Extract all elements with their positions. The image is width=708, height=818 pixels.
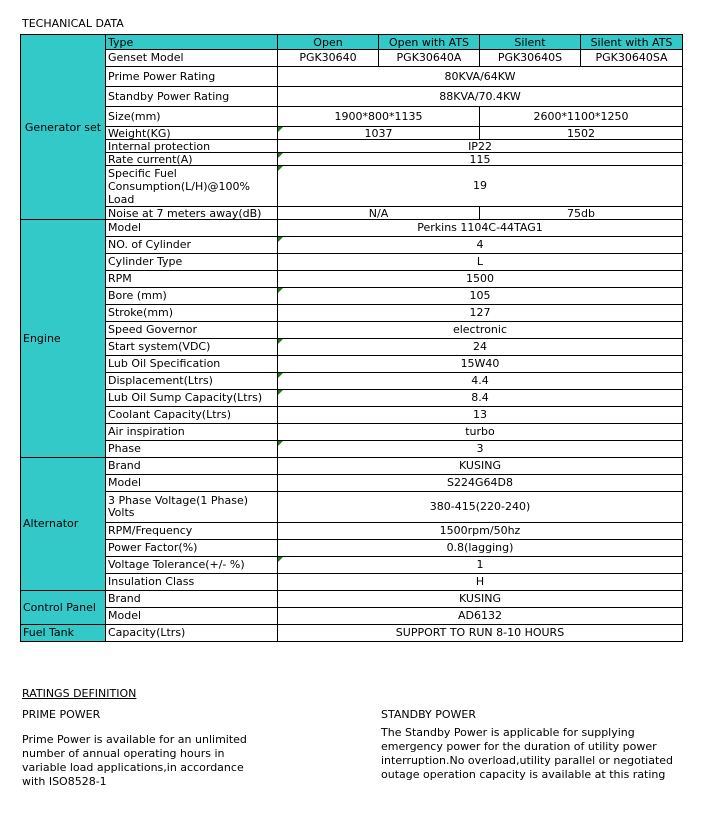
table-row	[21, 574, 683, 591]
table-row	[21, 608, 683, 625]
table-row	[21, 322, 683, 339]
row-label: 3 Phase Voltage(1 Phase) Volts	[106, 492, 278, 523]
table-row	[21, 67, 683, 87]
technical-data-table-lower	[20, 219, 683, 642]
table-row	[21, 127, 683, 140]
row-label: Internal protection	[106, 140, 278, 153]
row-label: Power Factor(%)	[106, 540, 278, 557]
cell-value: 88KVA/70.4KW	[278, 87, 683, 107]
cell-value: KUSING	[278, 591, 683, 608]
cell-value: AD6132	[278, 608, 683, 625]
cell-value: 80KVA/64KW	[278, 67, 683, 87]
table-row	[21, 166, 683, 207]
cell-value: 15W40	[278, 356, 683, 373]
table-row	[21, 557, 683, 574]
row-label: Coolant Capacity(Ltrs)	[106, 407, 278, 424]
cell-value: 105	[278, 288, 683, 305]
cell-value: 3	[278, 441, 683, 458]
cell-value: 1037	[278, 127, 480, 140]
row-label: RPM/Frequency	[106, 523, 278, 540]
section-generator-set: Generator set	[21, 35, 106, 220]
cell-value: 0.8(lagging)	[278, 540, 683, 557]
row-label: Phase	[106, 441, 278, 458]
row-label: RPM	[106, 271, 278, 288]
cell-value: 380-415(220-240)	[278, 492, 683, 523]
header-silent: Silent	[480, 35, 581, 50]
row-label: Start system(VDC)	[106, 339, 278, 356]
table-row	[21, 207, 683, 220]
table-row	[21, 220, 683, 237]
row-label: Prime Power Rating	[106, 67, 278, 87]
header-open-ats: Open with ATS	[379, 35, 480, 50]
cell-value: 2600*1100*1250	[480, 107, 683, 127]
cell-value: 1500	[278, 271, 683, 288]
cell-value: PGK30640SA	[581, 50, 683, 67]
cell-value: turbo	[278, 424, 683, 441]
technical-data-table	[20, 34, 683, 220]
cell-value: Perkins 1104C-44TAG1	[278, 220, 683, 237]
cell-value: 75db	[480, 207, 683, 220]
row-label: Lub Oil Sump Capacity(Ltrs)	[106, 390, 278, 407]
table-row	[21, 523, 683, 540]
cell-value: S224G64D8	[278, 475, 683, 492]
table-row	[21, 424, 683, 441]
header-type-label: Type	[106, 35, 278, 50]
row-label: Model	[106, 475, 278, 492]
cell-value: 1500rpm/50hz	[278, 523, 683, 540]
table-row	[21, 591, 683, 608]
row-label: Lub Oil Specification	[106, 356, 278, 373]
table-row	[21, 254, 683, 271]
table-row	[21, 339, 683, 356]
cell-value: L	[278, 254, 683, 271]
row-label: Specific Fuel Consumption(L/H)@100% Load	[106, 166, 278, 207]
row-label: Bore (mm)	[106, 288, 278, 305]
row-label: Standby Power Rating	[106, 87, 278, 107]
cell-value: PGK30640A	[379, 50, 480, 67]
cell-value: SUPPORT TO RUN 8-10 HOURS	[278, 625, 683, 642]
table-row	[21, 50, 683, 67]
cell-value: H	[278, 574, 683, 591]
cell-value: 24	[278, 339, 683, 356]
cell-value: 19	[278, 166, 683, 207]
standby-power-text: The Standby Power is applicable for supplying emergency power for the duration of utility power interruption.No overload,utility parallel or negotiated outage operation capacity is available at this rating	[381, 726, 674, 781]
table-row	[21, 407, 683, 424]
cell-value: 8.4	[278, 390, 683, 407]
row-label: Genset Model	[106, 50, 278, 67]
row-label: Insulation Class	[106, 574, 278, 591]
row-label: Rate current(A)	[106, 153, 278, 166]
cell-value: IP22	[278, 140, 683, 153]
table-row	[21, 441, 683, 458]
table-row	[21, 492, 683, 523]
table-row	[21, 540, 683, 557]
table-row	[21, 271, 683, 288]
row-label: Brand	[106, 591, 278, 608]
row-label: Model	[106, 220, 278, 237]
row-label: Speed Governor	[106, 322, 278, 339]
table-row	[21, 237, 683, 254]
table-row	[21, 625, 683, 642]
table-row	[21, 390, 683, 407]
standby-power-title: STANDBY POWER	[381, 708, 476, 721]
cell-value: 115	[278, 153, 683, 166]
table-row	[21, 107, 683, 127]
row-label: Cylinder Type	[106, 254, 278, 271]
table-row	[21, 87, 683, 107]
section-engine: Engine	[21, 220, 106, 458]
row-label: Brand	[106, 458, 278, 475]
cell-value: 1900*800*1135	[278, 107, 480, 127]
table-header-row	[21, 35, 683, 50]
table-row	[21, 140, 683, 153]
table-row	[21, 373, 683, 390]
document-title: TECHANICAL DATA	[22, 17, 124, 30]
cell-value: 4.4	[278, 373, 683, 390]
section-control-panel: Control Panel	[21, 591, 106, 625]
cell-value: 13	[278, 407, 683, 424]
ratings-definition-heading: RATINGS DEFINITION	[22, 687, 137, 700]
prime-power-text: Prime Power is available for an unlimited number of annual operating hours in variable load applications,in accordance with ISO8528-1	[22, 733, 247, 788]
table-row	[21, 288, 683, 305]
table-row	[21, 475, 683, 492]
table-row	[21, 458, 683, 475]
row-label: Model	[106, 608, 278, 625]
section-alternator: Alternator	[21, 458, 106, 591]
table-row	[21, 356, 683, 373]
row-label: Capacity(Ltrs)	[106, 625, 278, 642]
row-label: Size(mm)	[106, 107, 278, 127]
cell-value: KUSING	[278, 458, 683, 475]
cell-value: electronic	[278, 322, 683, 339]
row-label: Weight(KG)	[106, 127, 278, 140]
row-label: Displacement(Ltrs)	[106, 373, 278, 390]
cell-value: PGK30640	[278, 50, 379, 67]
row-label: Voltage Tolerance(+/- %)	[106, 557, 278, 574]
cell-value: 1502	[480, 127, 683, 140]
cell-value: 4	[278, 237, 683, 254]
section-fuel-tank: Fuel Tank	[21, 625, 106, 642]
cell-value: N/A	[278, 207, 480, 220]
row-label: Noise at 7 meters away(dB)	[106, 207, 278, 220]
header-silent-ats: Silent with ATS	[581, 35, 683, 50]
row-label: NO. of Cylinder	[106, 237, 278, 254]
cell-value: 127	[278, 305, 683, 322]
header-open: Open	[278, 35, 379, 50]
cell-value: 1	[278, 557, 683, 574]
row-label: Air inspiration	[106, 424, 278, 441]
cell-value: PGK30640S	[480, 50, 581, 67]
table-row	[21, 153, 683, 166]
row-label: Stroke(mm)	[106, 305, 278, 322]
prime-power-title: PRIME POWER	[22, 708, 101, 721]
table-row	[21, 305, 683, 322]
